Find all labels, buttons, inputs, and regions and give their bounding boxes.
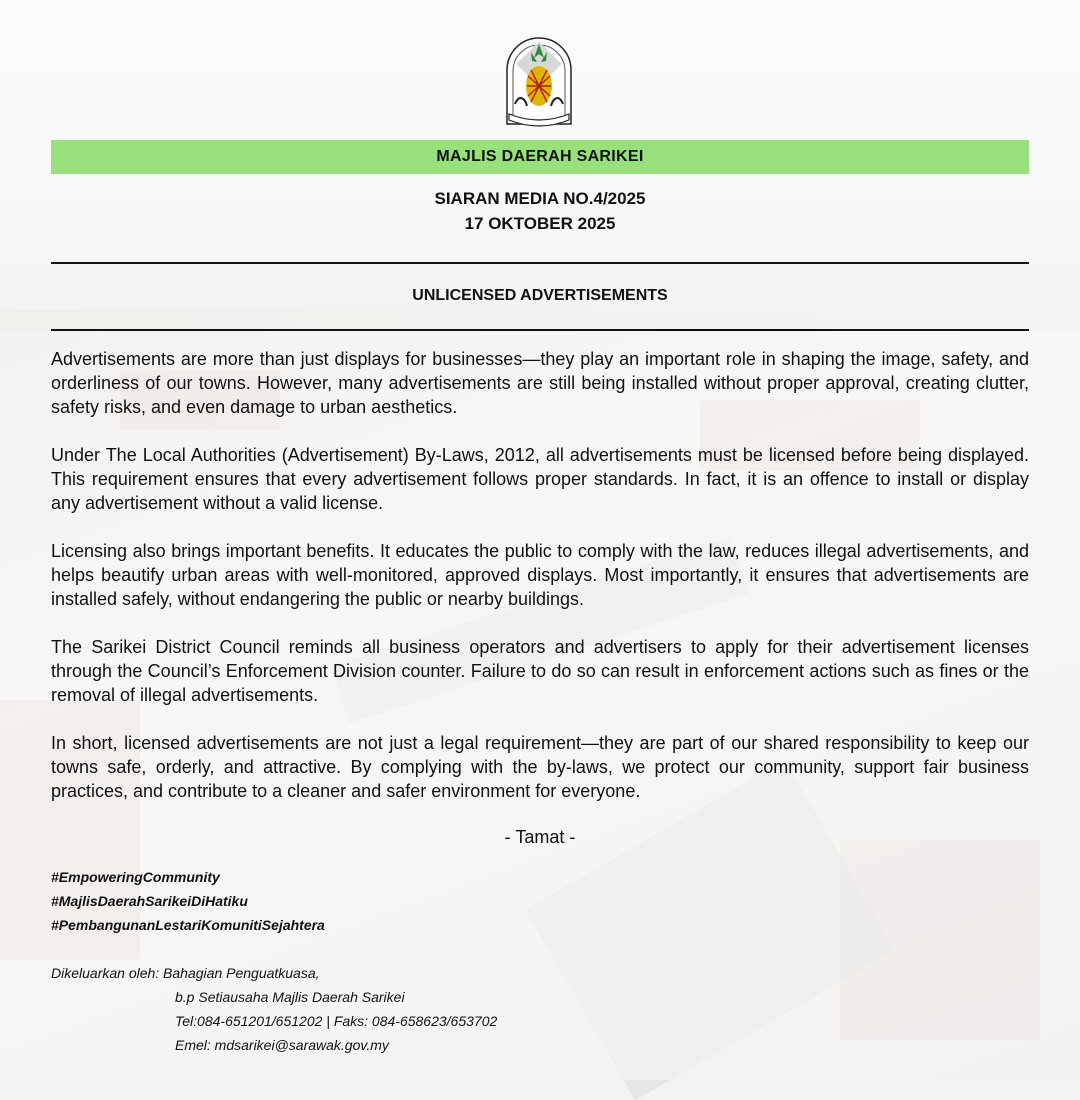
article-title: UNLICENSED ADVERTISEMENTS	[412, 287, 668, 304]
contact-email: Emel: mdsarikei@sarawak.gov.my	[175, 1037, 389, 1053]
divider-bottom	[51, 329, 1029, 331]
paragraph-1: Advertisements are more than just displays for businesses—they play an important role in shaping the image, safety, and orderliness of our towns. However, many advertisements are still being installed without proper approval, creating clutter, safety risks, and even damage to urban aesthetics.	[51, 349, 1029, 417]
article-body	[51, 347, 1029, 827]
organization-banner	[51, 140, 1029, 174]
paragraph-5: In short, licensed advertisements are not just a legal requirement—they are part of our shared responsibility to keep our towns safe, orderly, and attractive. By complying with the by-laws, we protect our community, support fair business practices, and contribute to a cleaner and safer environment for everyone.	[51, 733, 1029, 801]
issued-by-department: Dikeluarkan oleh: Bahagian Penguatkuasa,	[51, 965, 320, 981]
divider-top	[51, 262, 1029, 264]
contact-phone-fax: Tel:084-651201/651202 | Faks: 084-658623/653702	[175, 1013, 498, 1029]
hashtag: #EmpoweringCommunity	[51, 869, 220, 885]
issued-by-block	[51, 961, 497, 1057]
paragraph-4: The Sarikei District Council reminds all business operators and advertisers to apply for their advertisement licenses through the Council’s Enforcement Division counter. Failure to do so can result in enforcement actions such as fines or the removal of illegal advertisements.	[51, 637, 1029, 705]
issued-by-secretary: b.p Setiausaha Majlis Daerah Sarikei	[175, 989, 405, 1005]
hashtag-list	[51, 865, 325, 937]
council-logo	[501, 34, 577, 132]
hashtag: #PembangunanLestariKomunitiSejahtera	[51, 917, 325, 933]
release-date: 17 OKTOBER 2025	[464, 214, 616, 233]
organization-name: MAJLIS DAERAH SARIKEI	[436, 148, 644, 165]
closing-marker: - Tamat -	[504, 827, 576, 847]
paragraph-3: Licensing also brings important benefits. It educates the public to comply with the law, reduces illegal advertisements, and helps beautify urban areas with well-monitored, approved displays. Most importantly, it ensures that advertisements are installed safely, without endangering the public or nearby buildings.	[51, 541, 1029, 609]
hashtag: #MajlisDaerahSarikeiDiHatiku	[51, 893, 248, 909]
media-release-number: SIARAN MEDIA NO.4/2025	[434, 189, 646, 208]
paragraph-2: Under The Local Authorities (Advertisement) By-Laws, 2012, all advertisements must be licensed before being displayed. This requirement ensures that every advertisement follows proper standards. In fact, it is an offence to install or display any advertisement without a valid license.	[51, 445, 1029, 513]
pineapple-crest-icon	[501, 34, 577, 132]
